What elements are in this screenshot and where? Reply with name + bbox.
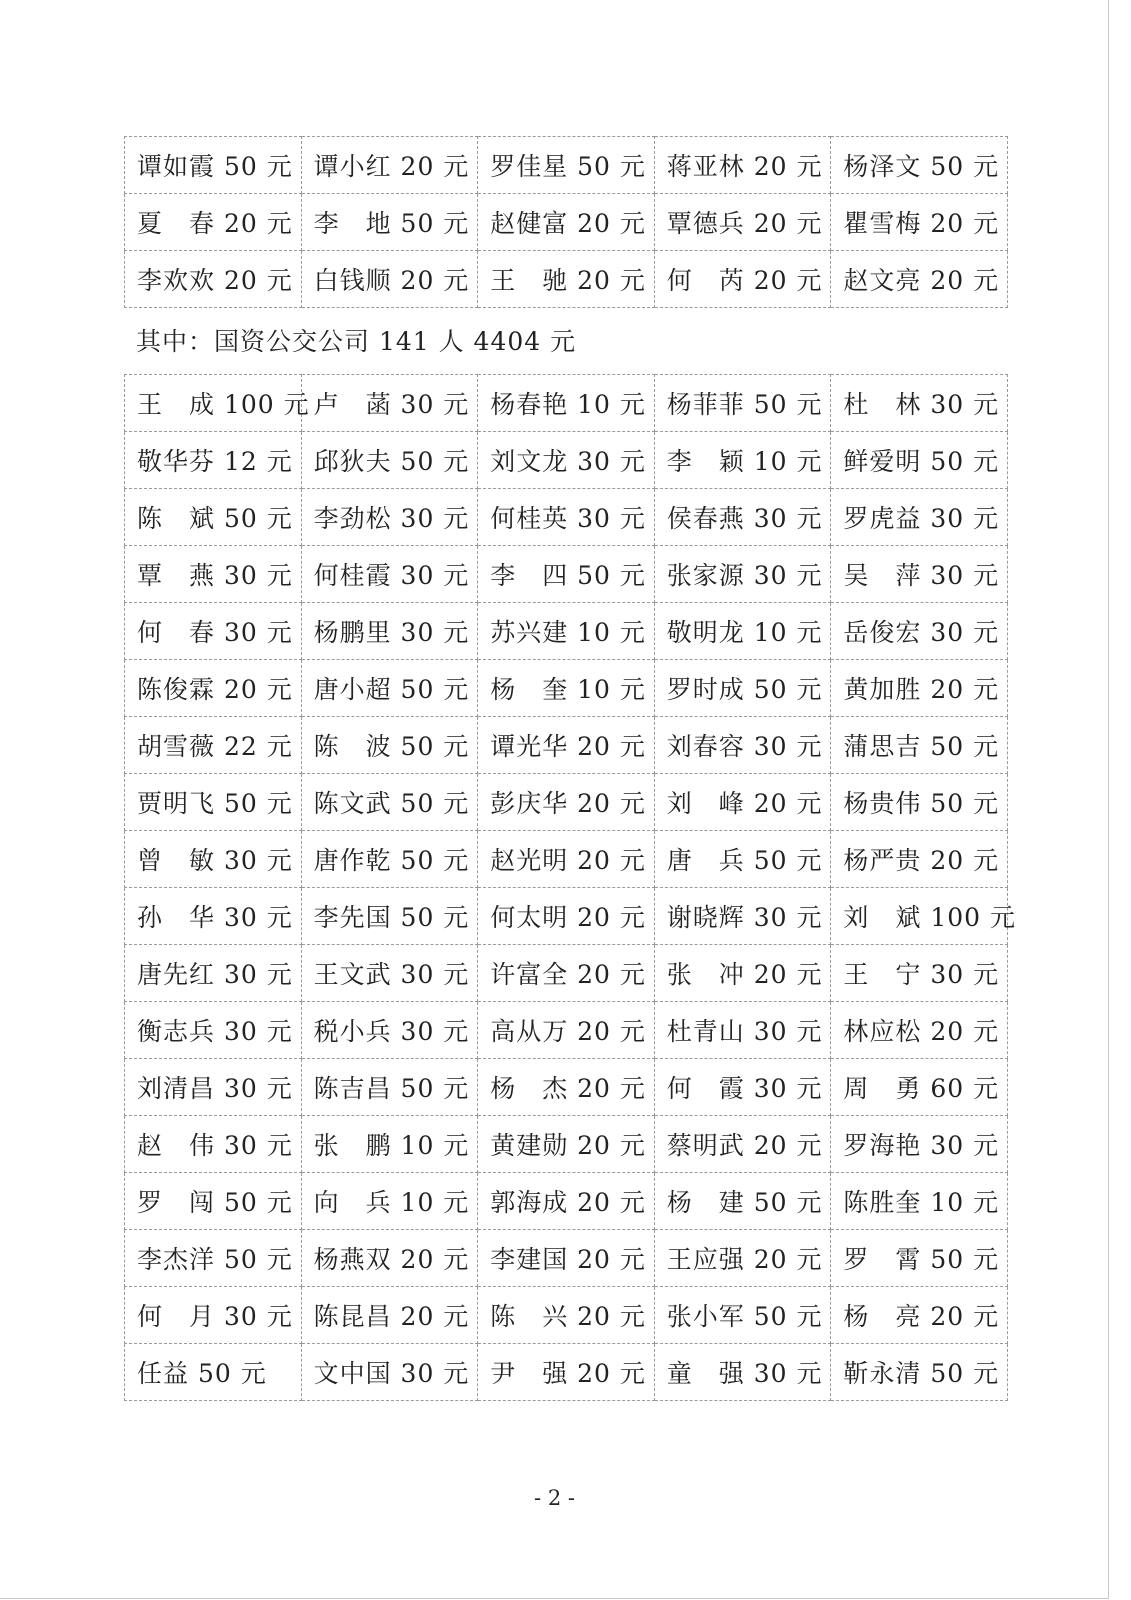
donor-cell: 邱狄夫 50 元 [301,432,478,489]
donor-cell: 张 鹏 10 元 [301,1116,478,1173]
donor-cell: 靳永清 50 元 [831,1344,1008,1401]
table-row [125,774,1008,831]
donor-cell: 何桂霞 30 元 [301,546,478,603]
donor-cell: 李 四 50 元 [478,546,655,603]
donor-cell: 税小兵 30 元 [301,1002,478,1059]
donor-cell: 陈俊霖 20 元 [125,660,302,717]
donor-cell: 何太明 20 元 [478,888,655,945]
donor-cell: 罗 霄 50 元 [831,1230,1008,1287]
donor-cell: 杨春艳 10 元 [478,375,655,432]
table-row [125,137,1008,194]
donor-cell: 刘 峰 20 元 [654,774,831,831]
donor-cell: 任益 50 元 [125,1344,302,1401]
table-row [125,546,1008,603]
donor-cell: 王 驰 20 元 [478,251,655,308]
donor-cell: 罗海艳 30 元 [831,1116,1008,1173]
donor-cell: 李先国 50 元 [301,888,478,945]
donor-cell: 李欢欢 20 元 [125,251,302,308]
donor-cell: 黄加胜 20 元 [831,660,1008,717]
donor-cell: 张小军 50 元 [654,1287,831,1344]
table-row [125,1287,1008,1344]
donor-cell: 许富全 20 元 [478,945,655,1002]
table-row [125,1059,1008,1116]
donor-cell: 李建国 20 元 [478,1230,655,1287]
donor-cell: 唐作乾 50 元 [301,831,478,888]
donor-cell: 陈 波 50 元 [301,717,478,774]
donor-cell: 罗佳星 50 元 [478,137,655,194]
donor-cell: 夏 春 20 元 [125,194,302,251]
donor-cell: 李杰洋 50 元 [125,1230,302,1287]
donor-cell: 王 宁 30 元 [831,945,1008,1002]
donor-cell: 贾明飞 50 元 [125,774,302,831]
table-row [125,1230,1008,1287]
donor-cell: 赵 伟 30 元 [125,1116,302,1173]
donor-cell: 陈胜奎 10 元 [831,1173,1008,1230]
donor-cell: 敬明龙 10 元 [654,603,831,660]
donor-cell: 何 霞 30 元 [654,1059,831,1116]
donor-cell: 卢 菡 30 元 [301,375,478,432]
donor-cell: 谭光华 20 元 [478,717,655,774]
donor-cell: 李 颖 10 元 [654,432,831,489]
donor-cell: 杨 杰 20 元 [478,1059,655,1116]
table-row [125,432,1008,489]
donor-cell: 杜青山 30 元 [654,1002,831,1059]
table-row [125,831,1008,888]
donor-cell: 杨菲菲 50 元 [654,375,831,432]
donor-cell: 王 成 100 元 [125,375,302,432]
page-number: - 2 - [534,1486,575,1510]
donor-cell: 黄建勋 20 元 [478,1116,655,1173]
donor-cell: 王应强 20 元 [654,1230,831,1287]
donor-cell: 赵健富 20 元 [478,194,655,251]
donor-cell: 李劲松 30 元 [301,489,478,546]
donor-table-top [124,136,1008,308]
donor-cell: 何 月 30 元 [125,1287,302,1344]
donor-cell: 孙 华 30 元 [125,888,302,945]
donor-cell: 刘文龙 30 元 [478,432,655,489]
donor-cell: 何 春 30 元 [125,603,302,660]
table-row [125,194,1008,251]
donor-cell: 林应松 20 元 [831,1002,1008,1059]
donor-cell: 侯春燕 30 元 [654,489,831,546]
donor-cell: 杨贵伟 50 元 [831,774,1008,831]
donor-cell: 杨燕双 20 元 [301,1230,478,1287]
donor-cell: 白钱顺 20 元 [301,251,478,308]
table-row [125,717,1008,774]
donor-cell: 敬华芬 12 元 [125,432,302,489]
donor-cell: 蒋亚林 20 元 [654,137,831,194]
table-row [125,251,1008,308]
donor-cell: 杨严贵 20 元 [831,831,1008,888]
donor-cell: 胡雪薇 22 元 [125,717,302,774]
donor-cell: 彭庆华 20 元 [478,774,655,831]
donor-cell: 唐 兵 50 元 [654,831,831,888]
donor-cell: 文中国 30 元 [301,1344,478,1401]
donor-cell: 唐先红 30 元 [125,945,302,1002]
donor-table-main [124,374,1016,1401]
donor-cell: 陈昆昌 20 元 [301,1287,478,1344]
donor-cell: 杨鹏里 30 元 [301,603,478,660]
donor-cell: 罗虎益 30 元 [831,489,1008,546]
donor-cell: 杨 亮 20 元 [831,1287,1008,1344]
donor-cell: 蒲思吉 50 元 [831,717,1008,774]
donor-cell: 衡志兵 30 元 [125,1002,302,1059]
donor-cell: 张 冲 20 元 [654,945,831,1002]
donor-cell: 何 芮 20 元 [654,251,831,308]
donor-cell: 罗 闯 50 元 [125,1173,302,1230]
donor-cell: 陈 斌 50 元 [125,489,302,546]
donor-cell: 王文武 30 元 [301,945,478,1002]
donor-cell: 吴 萍 30 元 [831,546,1008,603]
table-row [125,1344,1008,1401]
donor-cell: 岳俊宏 30 元 [831,603,1008,660]
donor-cell: 苏兴建 10 元 [478,603,655,660]
summary-note: 其中：国资公交公司 141 人 4404 元 [136,327,577,356]
donor-cell: 蔡明武 20 元 [654,1116,831,1173]
donor-cell: 张家源 30 元 [654,546,831,603]
donor-cell: 向 兵 10 元 [301,1173,478,1230]
donor-cell: 刘 斌 100 元 [831,888,1008,945]
donor-cell: 刘清昌 30 元 [125,1059,302,1116]
donor-cell: 赵光明 20 元 [478,831,655,888]
donor-cell: 周 勇 60 元 [831,1059,1008,1116]
donor-cell: 罗时成 50 元 [654,660,831,717]
donor-cell: 覃德兵 20 元 [654,194,831,251]
donor-cell: 高从万 20 元 [478,1002,655,1059]
donor-cell: 谭如霞 50 元 [125,137,302,194]
donor-cell: 曾 敏 30 元 [125,831,302,888]
donor-cell: 李 地 50 元 [301,194,478,251]
donor-cell: 杨 建 50 元 [654,1173,831,1230]
table-row [125,888,1008,945]
donor-cell: 谭小红 20 元 [301,137,478,194]
donor-cell: 童 强 30 元 [654,1344,831,1401]
donor-cell: 杜 林 30 元 [831,375,1008,432]
donor-cell: 瞿雪梅 20 元 [831,194,1008,251]
table-row [125,603,1008,660]
table-row [125,1002,1008,1059]
table-row [125,660,1008,717]
donor-cell: 陈吉昌 50 元 [301,1059,478,1116]
donor-cell: 刘春容 30 元 [654,717,831,774]
table-row [125,1173,1008,1230]
donor-cell: 尹 强 20 元 [478,1344,655,1401]
donor-cell: 郭海成 20 元 [478,1173,655,1230]
donor-cell: 赵文亮 20 元 [831,251,1008,308]
donor-cell: 唐小超 50 元 [301,660,478,717]
donor-cell: 杨泽文 50 元 [831,137,1008,194]
donor-cell: 杨 奎 10 元 [478,660,655,717]
table-row [125,945,1008,1002]
table-row [125,375,1008,432]
donor-cell: 陈 兴 20 元 [478,1287,655,1344]
donor-cell: 谢晓辉 30 元 [654,888,831,945]
donor-cell: 何桂英 30 元 [478,489,655,546]
table-row [125,489,1008,546]
donor-cell: 覃 燕 30 元 [125,546,302,603]
table-row [125,1116,1008,1173]
donor-cell: 陈文武 50 元 [301,774,478,831]
donor-cell: 鲜爱明 50 元 [831,432,1008,489]
